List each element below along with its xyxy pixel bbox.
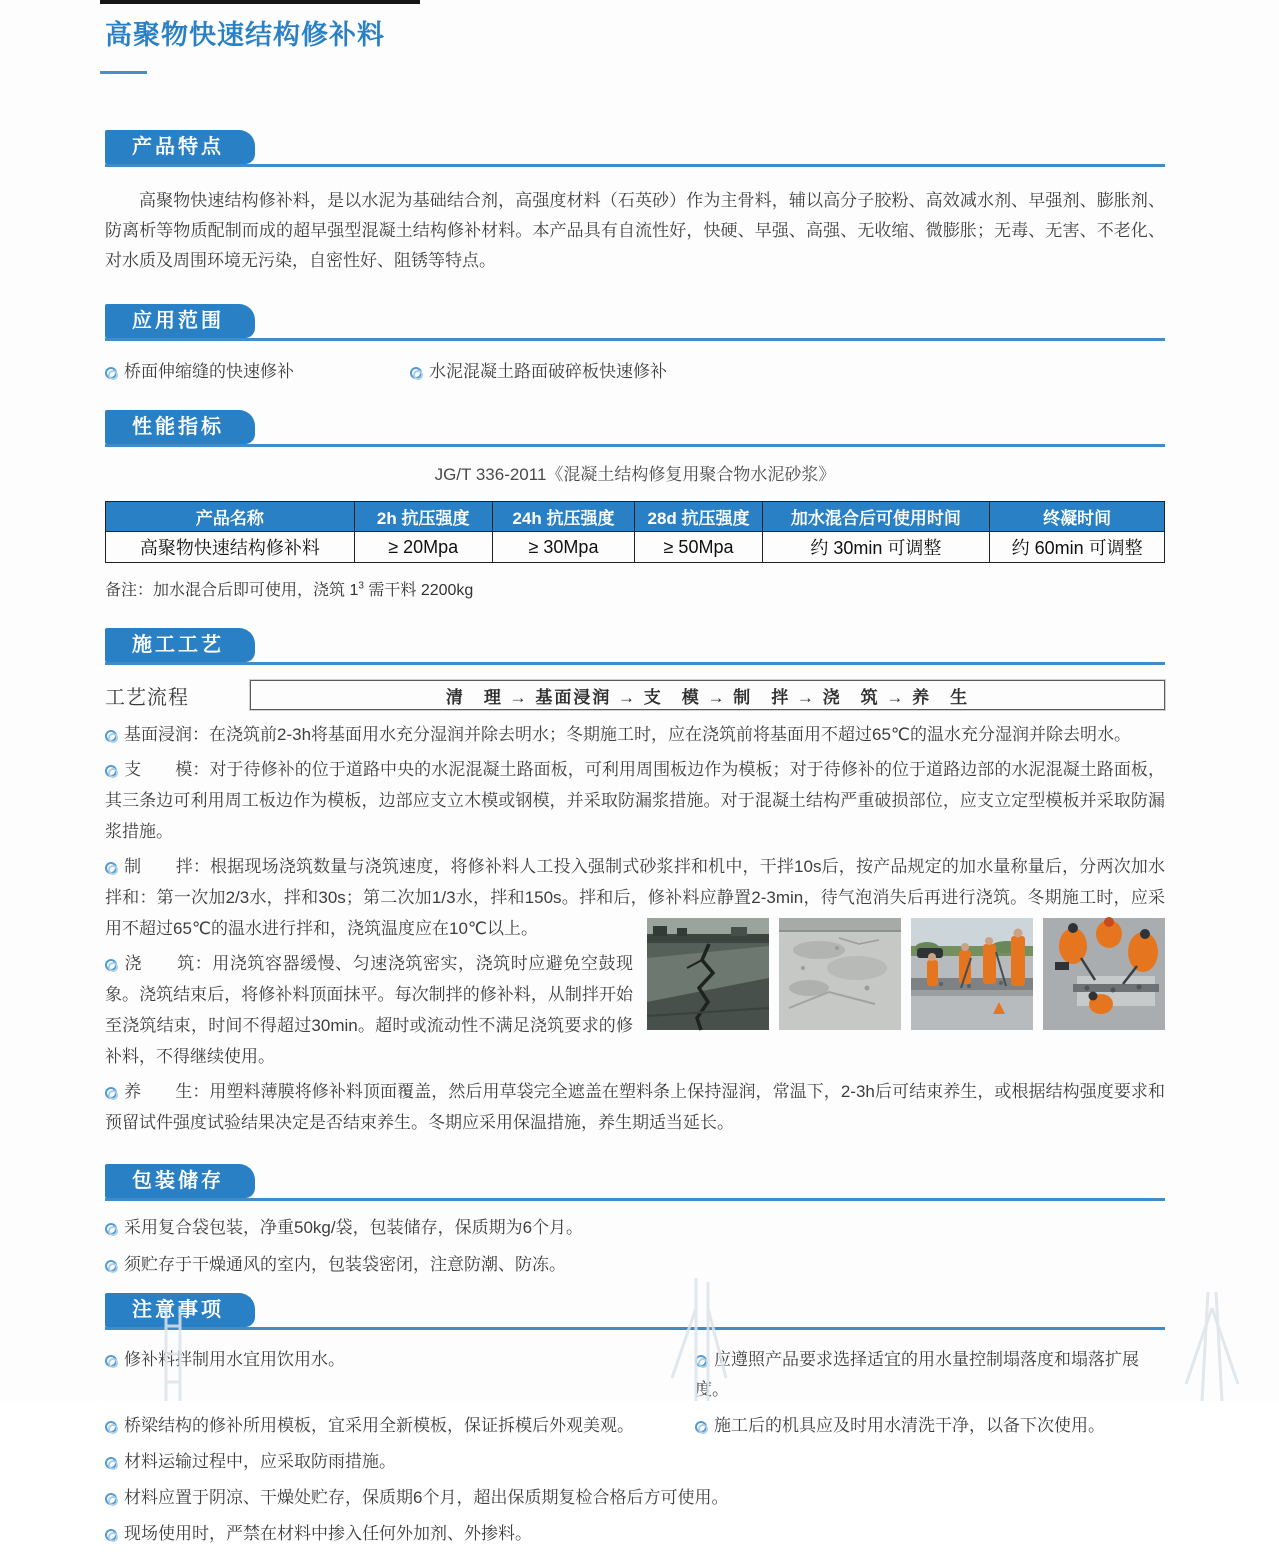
workers-repairing-joint-photo [911,918,1033,1030]
double-circle-bullet-icon [105,1493,117,1505]
standard-reference: JG/T 336-2011《混凝土结构修复用聚合物水泥砂浆》 [434,465,836,484]
note-item-label: 材料运输过程中，应采取防雨措施。 [124,1452,396,1471]
table-header-cell: 2h 抗压强度 [354,502,492,532]
note-item [695,1342,1165,1408]
title-underline [100,71,147,74]
watermark-sketch [1182,1292,1242,1401]
notes-heading: 注意事项 [105,1293,255,1327]
note-item-label: 材料应置于阴凉、干燥处贮存，保质期6个月，超出保质期复检合格后方可使用。 [124,1488,729,1507]
process-flow-box: 清 理 → 基面浸润 → 支 模 → 制 拌 → 浇 筑 → 养 生 [250,680,1165,710]
note-item-label: 现场使用时，严禁在材料中掺入任何外加剂、外掺料。 [124,1524,532,1543]
application-items [105,357,1165,382]
construction-step-text: 养 生：用塑料薄膜将修补料顶面覆盖，然后用草袋完全遮盖在塑料条上保持湿润，常温下，2-3h后可结束养生，或根据结构强度要求和预留试件强度试验结果决定是否结束养生。冬期应采用保温措施，养生期适当延长。 [105,1082,1165,1132]
application-item-label: 桥面伸缩缝的快速修补 [124,362,294,381]
note-item-label: 桥梁结构的修补所用模板，宜采用全新模板，保证拆模后外观美观。 [124,1416,634,1435]
note-item [695,1408,1165,1444]
construction-step-text: 制 拌：根据现场浇筑数量与浇筑速度，将修补料人工投入强制式砂浆拌和机中，干拌10s后，按产品规定的加水量称量后，分两次加水拌和：第一次加2/3水，拌和30s；第二次加1/3水，拌和150s。拌和后，修补料应静置2-3min，待气泡消失后再进行浇筑。冬期施工时，应采用不超过65℃的温水进行拌和，浇筑温度应在10℃以上。 [105,857,1165,938]
note-item-label: 施工后的机具应及时用水清洗干净，以备下次使用。 [714,1416,1105,1435]
table-cell: ≥ 30Mpa [492,532,635,563]
packaging-item-label: 须贮存于干燥通风的室内，包装袋密闭，注意防潮、防冻。 [124,1255,566,1274]
construction-step-text: 浇 筑：用浇筑容器缓慢、匀速浇筑密实，浇筑时应避免空鼓现象。浇筑结束后，将修补料顶面抹平。每次制拌的修补料，从制拌开始至浇筑结束，时间不得超过30min。超时或流动性不满足浇筑要求的修补料，不得继续使用。 [105,954,633,1066]
double-circle-bullet-icon [105,765,117,777]
packaging-heading: 包装储存 [105,1164,255,1198]
table-row [106,532,1165,563]
table-cell: 约 30min 可调整 [762,532,990,563]
double-circle-bullet-icon [105,367,117,379]
table-header-cell: 24h 抗压强度 [492,502,635,532]
performance-heading: 性能指标 [105,410,255,444]
application-item [105,357,410,382]
construction-step-text: 基面浸润：在浇筑前2-3h将基面用水充分湿润并除去明水；冬期施工时，应在浇筑前将基面用不超过65℃的温水充分湿润并除去明水。 [124,725,1132,744]
construction-step [105,1076,1165,1138]
process-flow-row [105,680,1165,710]
double-circle-bullet-icon [105,1355,117,1367]
table-note-sup: 3 [358,580,364,592]
note-item [105,1516,1165,1552]
top-edge-strip [100,0,420,4]
table-cell: 约 60min 可调整 [990,532,1165,563]
workers-placing-mortar-photo [1043,918,1165,1030]
section-header-performance [105,410,1165,447]
construction-steps [105,719,1165,1142]
table-cell: 高聚物快速结构修补料 [106,532,355,563]
note-item [105,1408,695,1444]
double-circle-bullet-icon [410,367,422,379]
notes-list [105,1342,1165,1552]
note-item [105,1480,1165,1516]
section-header-application [105,304,1165,341]
table-cell: ≥ 50Mpa [635,532,762,563]
table-note-text: 备注：加水混合后即可使用，浇筑 1 [105,582,359,599]
section-header-construction [105,628,1165,665]
table-header-cell: 28d 抗压强度 [635,502,762,532]
application-item-label: 水泥混凝土路面破碎板快速修补 [429,362,667,381]
table-header-cell: 加水混合后可使用时间 [762,502,990,532]
page-title: 高聚物快速结构修补料 [105,20,385,50]
double-circle-bullet-icon [105,730,117,742]
double-circle-bullet-icon [105,1457,117,1469]
double-circle-bullet-icon [105,1260,117,1272]
packaging-item-label: 采用复合袋包装，净重50kg/袋，包装储存，保质期为6个月。 [124,1218,584,1237]
double-circle-bullet-icon [105,959,117,971]
packaging-item [105,1250,1165,1275]
table-header-cell: 终凝时间 [990,502,1165,532]
features-paragraph: 高聚物快速结构修补料，是以水泥为基础结合剂，高强度材料（石英砂）作为主骨料，辅以高分子胶粉、高效减水剂、早强剂、膨胀剂、防离析等物质配制而成的超早强型混凝土结构修补材料。本产品具有自流性好，快硬、早强、高强、无收缩、微膨胀；无毒、无害、不老化、对水质及周围环境无污染，自密性好、阻锈等特点。 [105,191,1165,270]
table-header-row [106,502,1165,532]
table-header-cell: 产品名称 [106,502,355,532]
construction-step [105,754,1165,847]
table-note-text: 需干料 2200kg [363,582,474,599]
double-circle-bullet-icon [105,1529,117,1541]
performance-table [105,501,1165,563]
application-item [410,357,667,382]
construction-step [105,719,1165,750]
table-cell: ≥ 20Mpa [354,532,492,563]
double-circle-bullet-icon [105,862,117,874]
double-circle-bullet-icon [105,1223,117,1235]
construction-step-text: 支 模：对于待修补的位于道路中央的水泥混凝土路面板，可利用周围板边作为模板；对于待修补的位于道路边部的水泥混凝土路面板，其三条边可利用周工板边作为模板，边部应支立木模或钢模，并采取防漏浆措施。对于混凝土结构严重破损部位，应支立定型模板并采取防漏浆措施。 [105,760,1165,841]
section-header-packaging [105,1164,1165,1201]
site-photos [647,918,1165,1030]
watermark-sketch [140,1306,212,1401]
section-header-notes [105,1293,1165,1330]
damaged-concrete-surface-photo [779,918,901,1030]
double-circle-bullet-icon [105,1087,117,1099]
construction-heading: 施工工艺 [105,628,255,662]
cracked-pavement-photo [647,918,769,1030]
note-item [105,1444,695,1480]
double-circle-bullet-icon [695,1421,707,1433]
packaging-item [105,1213,1165,1238]
table-note [105,577,1165,600]
note-item-spacer [695,1444,1165,1480]
watermark-sketch [666,1278,730,1401]
double-circle-bullet-icon [105,1421,117,1433]
section-header-features [105,130,1165,167]
note-item-label: 修补料拌制用水宜用饮用水。 [124,1350,345,1369]
application-heading: 应用范围 [105,304,255,338]
note-item-label: 应遵照产品要求选择适宜的用水量控制塌落度和塌落扩展度。 [695,1350,1139,1399]
process-flow-label: 工艺流程 [105,686,189,709]
features-heading: 产品特点 [105,130,255,164]
